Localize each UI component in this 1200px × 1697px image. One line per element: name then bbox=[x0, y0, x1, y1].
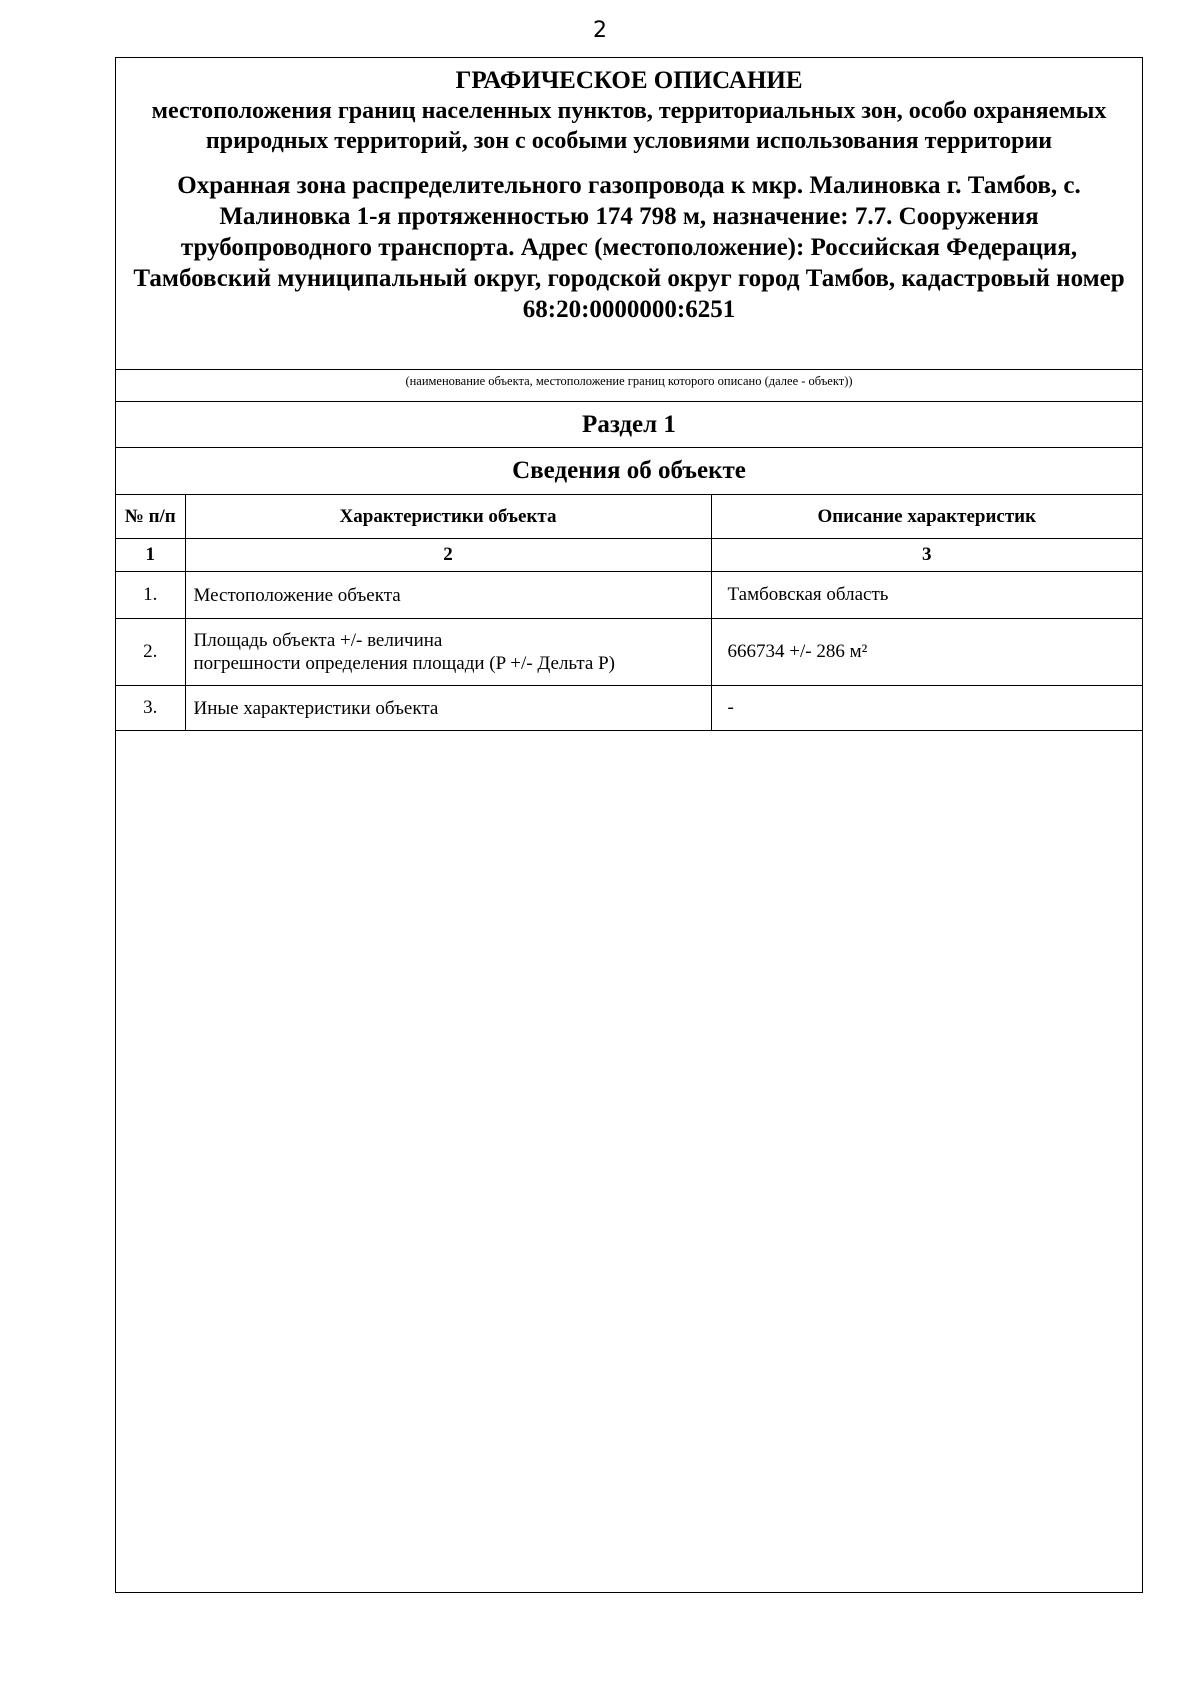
column-number: 3 bbox=[711, 539, 1142, 572]
row-description: 666734 +/- 286 м² bbox=[711, 619, 1142, 686]
document-header bbox=[116, 58, 1142, 369]
column-number: 1 bbox=[116, 539, 185, 572]
column-header-number: № п/п bbox=[116, 495, 185, 539]
table-row bbox=[116, 572, 1142, 619]
column-number-row bbox=[116, 539, 1142, 572]
section-subtitle: Сведения об объекте bbox=[116, 448, 1142, 495]
object-caption: (наименование объекта, местоположение границ которого описано (далее - объект)) bbox=[116, 369, 1142, 402]
row-number: 3. bbox=[116, 686, 185, 731]
row-characteristic bbox=[185, 619, 711, 686]
characteristic-text-line2: погрешности определения площади (P +/- Дельта P) bbox=[193, 653, 615, 674]
object-name: Охранная зона распределительного газопровода к мкр. Малиновка г. Тамбов, с. Малиновка 1-я протяженностью 174 798 м, назначение: 7.7. Сооружения трубопроводного транспорта. Адрес (местоположение): Российская Федерация, Тамбовский муниципальный округ, городской округ город Тамбов, кадастровый номер 68:20:0000000:6251 bbox=[133, 172, 1125, 323]
characteristic-text: Местоположение объекта bbox=[193, 584, 401, 606]
row-number: 1. bbox=[116, 572, 185, 619]
section-title: Раздел 1 bbox=[116, 402, 1142, 448]
document-frame bbox=[115, 57, 1143, 1593]
row-description: Тамбовская область bbox=[711, 572, 1142, 619]
object-info-table bbox=[116, 495, 1142, 731]
row-number: 2. bbox=[116, 619, 185, 686]
table-header-row bbox=[116, 495, 1142, 539]
table-row bbox=[116, 686, 1142, 731]
characteristic-text-line1: Площадь объекта +/- величина bbox=[193, 630, 443, 651]
document-subtitle: местоположения границ населенных пунктов, территориальных зон, особо охраняемых природных территорий, зон с особыми условиями использования территории bbox=[151, 98, 1107, 154]
page-number: 2 bbox=[593, 18, 607, 43]
row-characteristic bbox=[185, 572, 711, 619]
table-row bbox=[116, 619, 1142, 686]
document-title: ГРАФИЧЕСКОЕ ОПИСАНИЕ bbox=[455, 67, 803, 94]
characteristic-text: Иные характеристики объекта bbox=[193, 697, 439, 719]
row-description: - bbox=[711, 686, 1142, 731]
row-characteristic bbox=[185, 686, 711, 731]
column-number: 2 bbox=[185, 539, 711, 572]
column-header-characteristic: Характеристики объекта bbox=[185, 495, 711, 539]
column-header-description: Описание характеристик bbox=[711, 495, 1142, 539]
